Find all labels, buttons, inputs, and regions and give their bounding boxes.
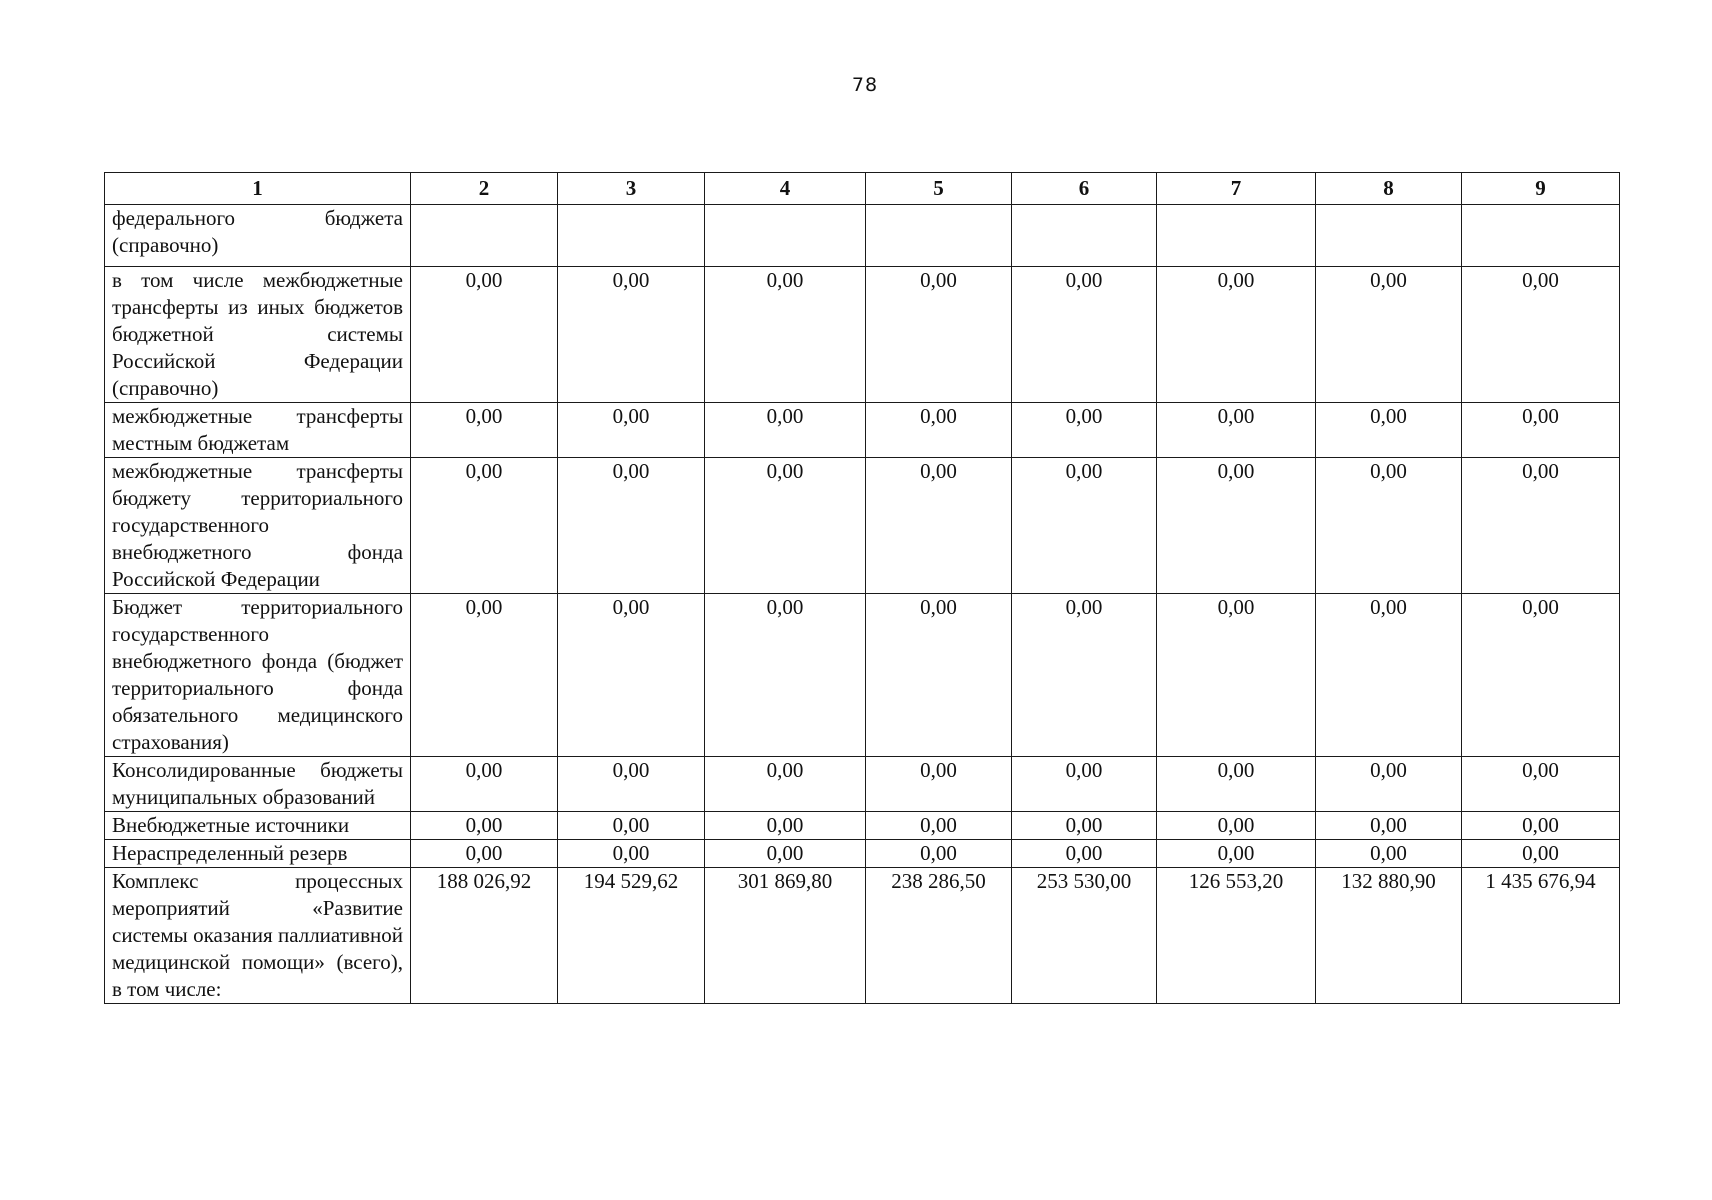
row-label: Внебюджетные источники <box>105 812 411 840</box>
row-label: в том числе межбюджетные трансферты из иных бюджетов бюджетной системы Российской Федерации (справочно) <box>105 267 411 403</box>
table-row <box>105 205 1620 267</box>
value-cell: 0,00 <box>866 840 1012 868</box>
value-cell: 0,00 <box>411 267 558 403</box>
value-cell: 0,00 <box>1012 812 1157 840</box>
column-header: 1 <box>105 173 411 205</box>
value-cell: 0,00 <box>1157 594 1316 757</box>
value-cell: 0,00 <box>1012 458 1157 594</box>
value-cell: 0,00 <box>1012 403 1157 458</box>
value-cell: 0,00 <box>558 267 705 403</box>
value-cell: 0,00 <box>866 757 1012 812</box>
value-cell: 0,00 <box>1157 458 1316 594</box>
value-cell: 0,00 <box>1462 267 1620 403</box>
column-header: 9 <box>1462 173 1620 205</box>
value-cell: 0,00 <box>558 812 705 840</box>
value-cell <box>558 205 705 267</box>
value-cell: 0,00 <box>1012 840 1157 868</box>
value-cell: 0,00 <box>705 458 866 594</box>
value-cell: 238 286,50 <box>866 868 1012 1004</box>
value-cell: 0,00 <box>705 812 866 840</box>
value-cell: 253 530,00 <box>1012 868 1157 1004</box>
value-cell <box>705 205 866 267</box>
value-cell: 0,00 <box>411 840 558 868</box>
value-cell: 0,00 <box>705 840 866 868</box>
value-cell <box>411 205 558 267</box>
value-cell: 0,00 <box>558 403 705 458</box>
value-cell <box>1012 205 1157 267</box>
value-cell: 0,00 <box>411 812 558 840</box>
value-cell: 0,00 <box>411 594 558 757</box>
value-cell: 0,00 <box>558 594 705 757</box>
value-cell: 0,00 <box>1462 458 1620 594</box>
value-cell: 0,00 <box>1316 594 1462 757</box>
row-label: Комплекс процессных мероприятий «Развитие системы оказания паллиативной медицинской помощи» (всего), в том числе: <box>105 868 411 1004</box>
value-cell: 0,00 <box>558 757 705 812</box>
value-cell: 188 026,92 <box>411 868 558 1004</box>
column-header: 7 <box>1157 173 1316 205</box>
value-cell: 0,00 <box>411 458 558 594</box>
row-label: федерального бюджета (справочно) <box>105 205 411 267</box>
value-cell: 0,00 <box>866 267 1012 403</box>
value-cell: 0,00 <box>1157 403 1316 458</box>
value-cell: 0,00 <box>705 403 866 458</box>
value-cell: 0,00 <box>1157 840 1316 868</box>
value-cell: 301 869,80 <box>705 868 866 1004</box>
value-cell: 0,00 <box>1157 757 1316 812</box>
value-cell: 0,00 <box>866 812 1012 840</box>
table-row <box>105 868 1620 1004</box>
budget-table <box>104 172 1620 1004</box>
value-cell: 0,00 <box>1462 594 1620 757</box>
value-cell: 0,00 <box>866 403 1012 458</box>
value-cell: 0,00 <box>866 594 1012 757</box>
row-label: Бюджет территориального государственного внебюджетного фонда (бюджет территориального фонда обязательного медицинского страхования) <box>105 594 411 757</box>
column-header: 8 <box>1316 173 1462 205</box>
value-cell: 0,00 <box>1316 403 1462 458</box>
value-cell: 0,00 <box>558 458 705 594</box>
value-cell: 0,00 <box>1316 812 1462 840</box>
value-cell: 0,00 <box>705 267 866 403</box>
row-label: межбюджетные трансферты местным бюджетам <box>105 403 411 458</box>
value-cell: 0,00 <box>1316 458 1462 594</box>
value-cell: 0,00 <box>1462 840 1620 868</box>
column-header: 3 <box>558 173 705 205</box>
header-row <box>105 173 1620 205</box>
table-row <box>105 757 1620 812</box>
table-row <box>105 812 1620 840</box>
page-number: 78 <box>851 74 879 96</box>
value-cell: 0,00 <box>1157 267 1316 403</box>
table-row <box>105 458 1620 594</box>
value-cell: 1 435 676,94 <box>1462 868 1620 1004</box>
table-row <box>105 840 1620 868</box>
value-cell: 0,00 <box>1462 812 1620 840</box>
value-cell: 0,00 <box>1462 757 1620 812</box>
value-cell: 0,00 <box>1012 267 1157 403</box>
table-row <box>105 403 1620 458</box>
row-label: межбюджетные трансферты бюджету территориального государственного внебюджетного фонда Российской Федерации <box>105 458 411 594</box>
value-cell: 0,00 <box>705 594 866 757</box>
row-label: Консолидированные бюджеты муниципальных образований <box>105 757 411 812</box>
row-label: Нераспределенный резерв <box>105 840 411 868</box>
value-cell: 0,00 <box>1316 840 1462 868</box>
value-cell: 0,00 <box>1012 757 1157 812</box>
value-cell <box>1157 205 1316 267</box>
value-cell: 0,00 <box>1316 267 1462 403</box>
value-cell: 0,00 <box>1462 403 1620 458</box>
value-cell: 0,00 <box>705 757 866 812</box>
value-cell: 0,00 <box>1316 757 1462 812</box>
value-cell: 0,00 <box>866 458 1012 594</box>
value-cell: 126 553,20 <box>1157 868 1316 1004</box>
column-header: 4 <box>705 173 866 205</box>
table-row <box>105 594 1620 757</box>
value-cell <box>866 205 1012 267</box>
column-header: 6 <box>1012 173 1157 205</box>
column-header: 2 <box>411 173 558 205</box>
value-cell <box>1316 205 1462 267</box>
value-cell: 0,00 <box>1157 812 1316 840</box>
column-header: 5 <box>866 173 1012 205</box>
value-cell: 0,00 <box>411 757 558 812</box>
value-cell <box>1462 205 1620 267</box>
value-cell: 0,00 <box>558 840 705 868</box>
value-cell: 0,00 <box>411 403 558 458</box>
value-cell: 0,00 <box>1012 594 1157 757</box>
value-cell: 132 880,90 <box>1316 868 1462 1004</box>
value-cell: 194 529,62 <box>558 868 705 1004</box>
table-row <box>105 267 1620 403</box>
